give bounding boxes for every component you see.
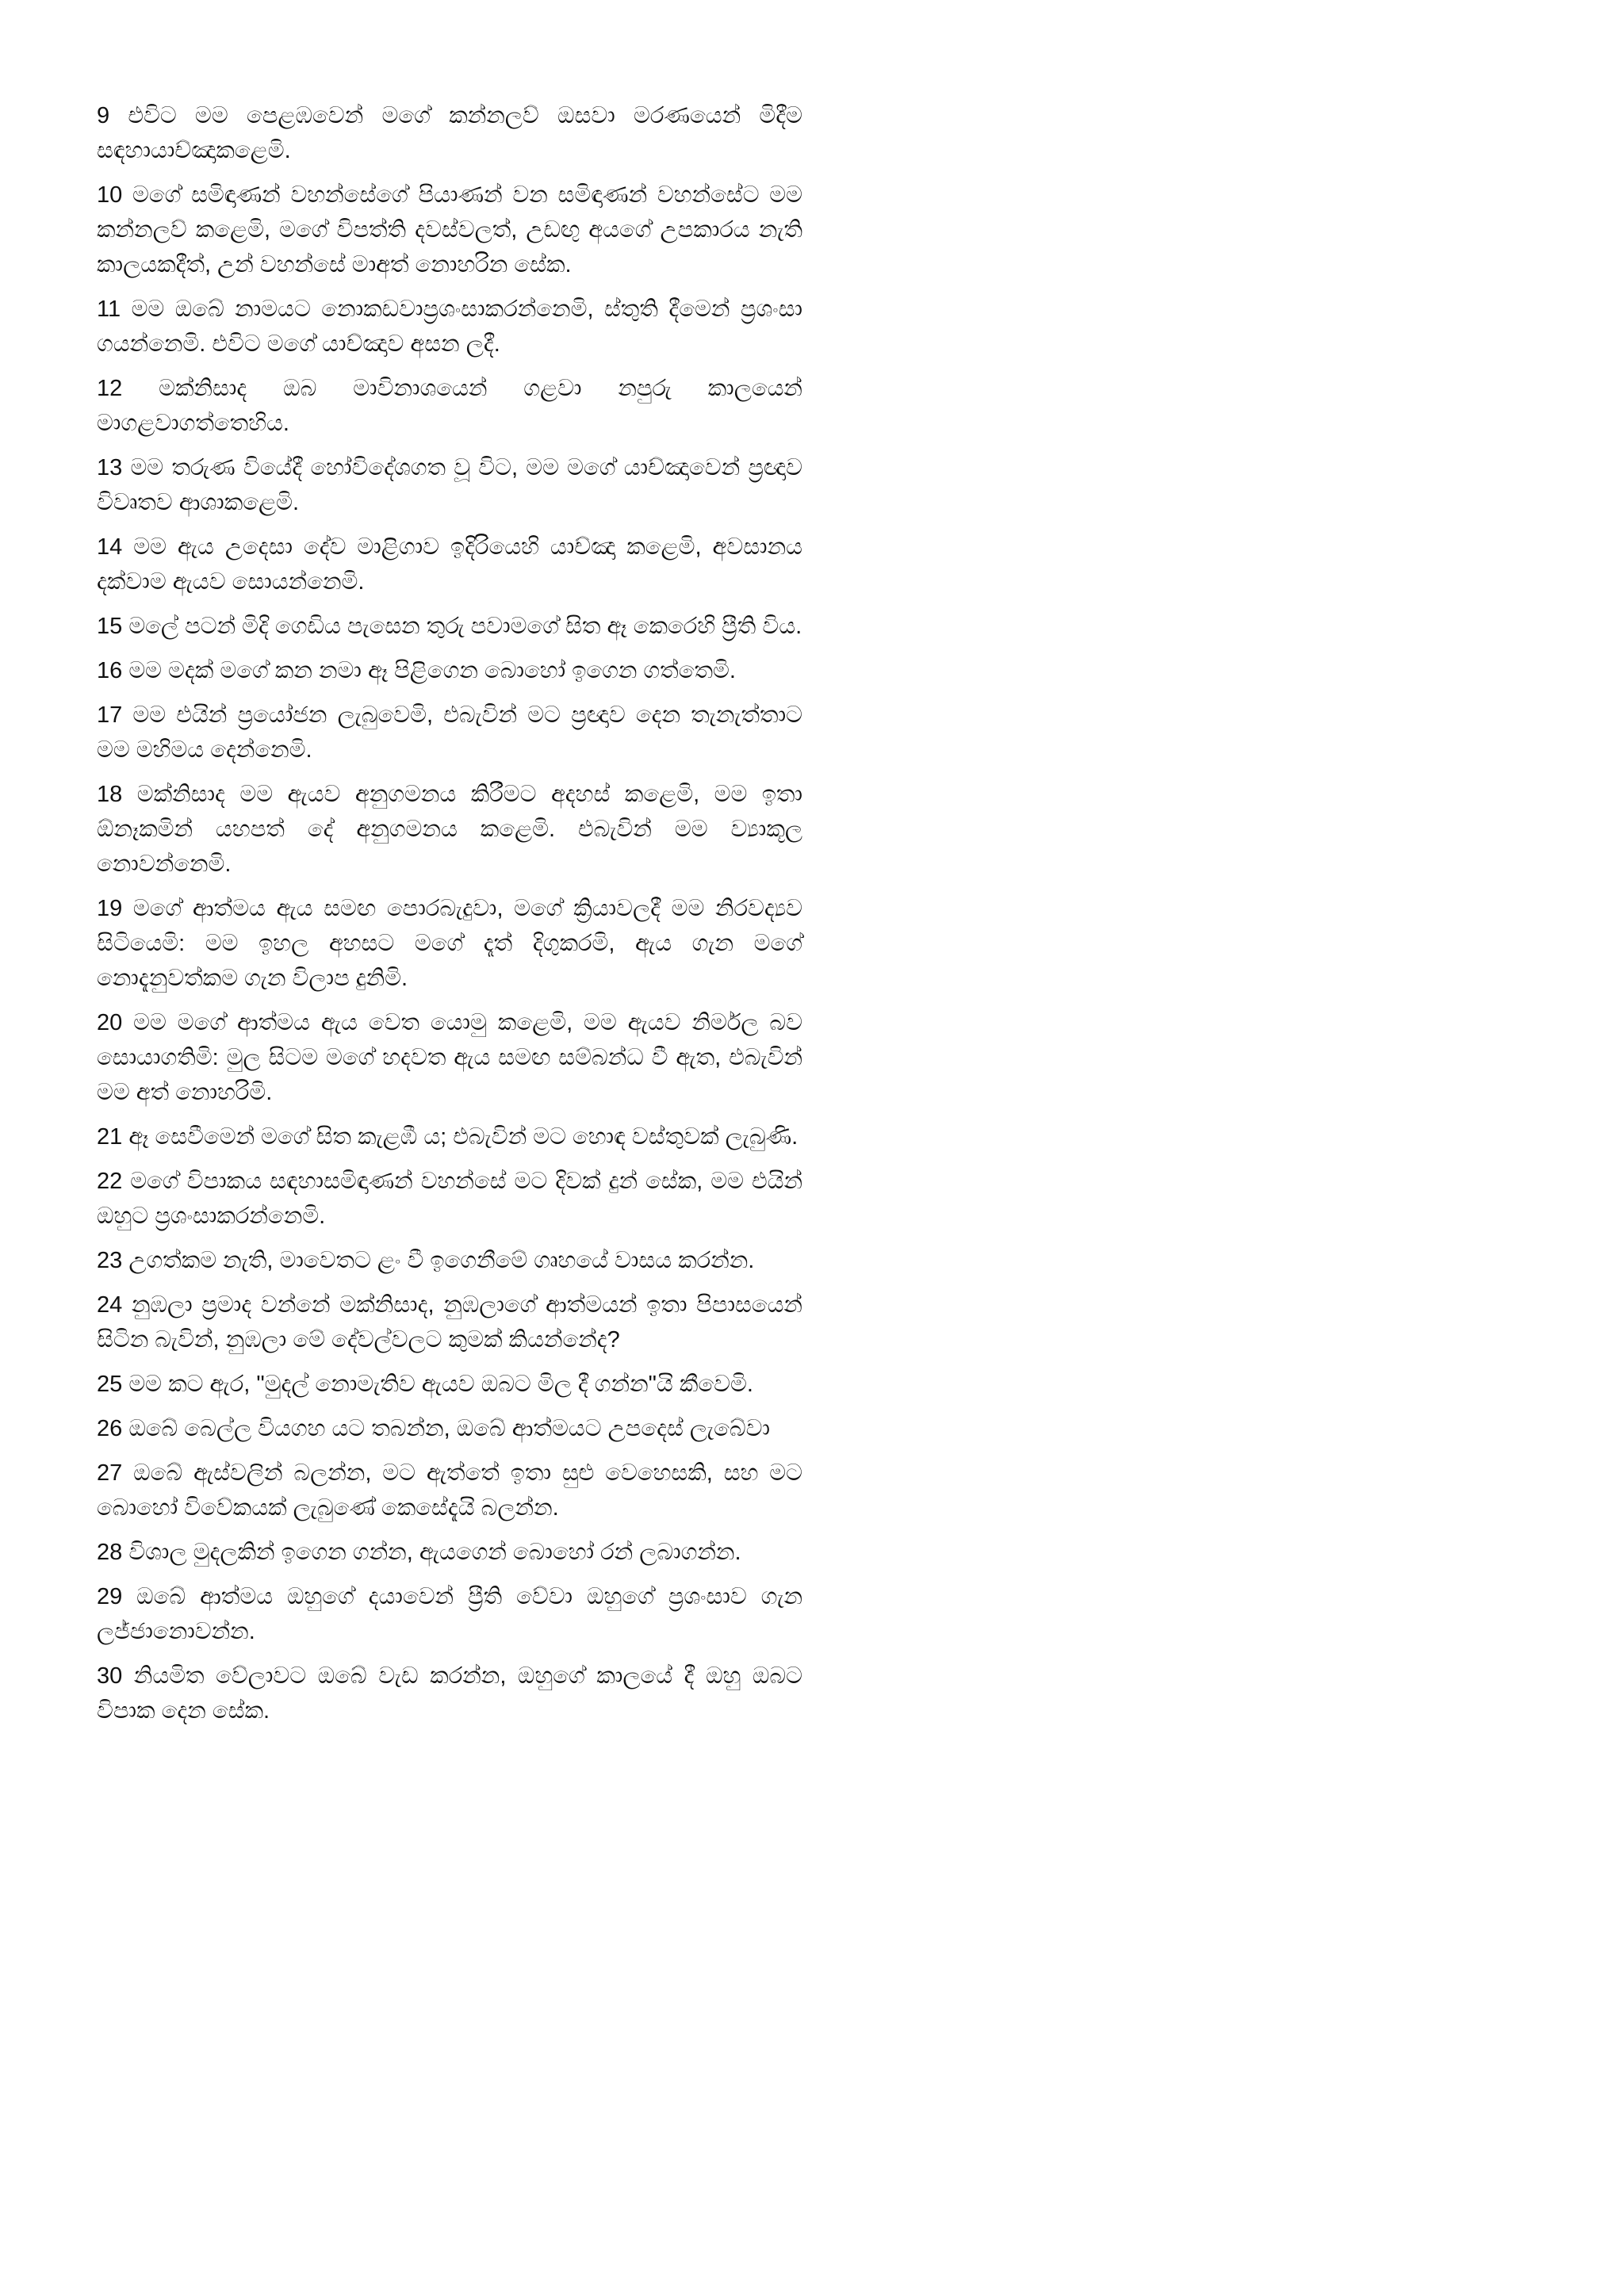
verse-14: 14 මම ඇය උදෙසා දේව මාළිගාව ඉදිරියෙහි යාච්ඤා කළෙමි, අවසානය දක්වාම ඇයව සොයන්නෙමි. — [97, 534, 802, 595]
verse-24: 24 නුඹලා ප්‍රමාද වන්නේ මක්නිසාද, නුඹලාගේ ආත්මයන් ඉතා පිපාසයෙන් සිටින බැවින්, නුඹලා මේ දේවල්වලට කුමක් කියන්නේද? — [97, 1292, 802, 1353]
verse-12: 12 මක්නිසාද ඔබ මාවිනාශයෙන් ගළවා නපුරු කාලයෙන් මාගළවාගත්තෙහිය. — [97, 376, 802, 436]
verse-10: 10 මගේ සමිඳාණන් වහන්සේගේ පියාණන් වන සමිඳාණන් වහන්සේට මම කන්නලව් කළෙමි, මගේ විපත්ති දවස්වලත්, උඩඟු අයගේ උපකාරය නැති කාලයකදීත්, උන් වහන්සේ මාඅත් නොහරින සේක. — [97, 182, 802, 277]
verse-26: 26 ඔබේ බෙල්ල වියගහ යට තබන්න, ඔබේ ආත්මයට උපදෙස් ලැබේවා — [97, 1416, 771, 1441]
verse-11: 11 මම ඔබේ නාමයට නොකඩවාප්‍රශංසාකරන්නෙමි, ස්තුති දීමෙන් ප්‍රශංසා ගයන්නෙමි. එවිට මගේ යාච්ඤාව අසන ලදී. — [97, 297, 802, 357]
verse-18: 18 මක්නිසාද මම ඇයව අනුගමනය කිරීමට අදහස් කළෙමි, මම ඉතා ඕනෑකමින් යහපත් දේ අනුගමනය කළෙමි. එබැවින් මම ව්‍යාකූල නොවන්නෙමි. — [97, 782, 802, 877]
verse-19: 19 මගේ ආත්මය ඇය සමඟ පොරබැදුවා, මගේ ක්‍රියාවලදී මම නිරවද්‍යව සිටියෙමි: මම ඉහල අහසට මගේ දෑත් දිගුකරමි, ඇය ගැන මගේ නොදැනුවත්කම ගැන විලාප දුනිමි. — [97, 896, 802, 991]
verse-list — [97, 98, 802, 1738]
verse-17: 17 මම එයින් ප්‍රයෝජන ලැබුවෙමි, එබැවින් මට ප්‍රඥාව දෙන තැනැත්තාට මම මහිමය දෙන්නෙමි. — [97, 702, 802, 763]
verse-28: 28 විශාල මුදලකින් ඉගෙන ගන්න, ඇයගෙන් බොහෝ රන් ලබාගන්න. — [97, 1540, 741, 1565]
verse-23: 23 උගත්කම නැති, මාවෙතට ළං වී ඉගෙනීමේ ගෘහයේ වාසය කරන්න. — [97, 1248, 755, 1273]
verse-25: 25 මම කට ඇර, "මුදල් නොමැතිව ඇයව ඔබට මිල දී ගන්න"යි කීවෙමි. — [97, 1372, 753, 1397]
verse-16: 16 මම මදක් මගේ කන නමා ඈ පිළිගෙන බොහෝ ඉගෙන ගත්තෙමි. — [97, 658, 736, 683]
verse-15: 15 මලේ පටන් මිදි ගෙඩිය පැසෙන තුරු පවාමගේ සිත ඈ කෙරෙහි ප්‍රීති විය. — [97, 614, 802, 639]
verse-9: 9 එවිට මම පෙළඹවෙන් මගේ කන්නලව් ඔසවා මරණයෙන් මිදීම සඳහායාච්ඤාකළෙමි. — [97, 103, 802, 163]
verse-27: 27 ඔබේ ඇස්වලින් බලන්න, මට ඇත්තේ ඉතා සුළු වෙහෙසකි, සහ මට බොහෝ විවේකයක් ලැබුණේ කෙසේදැයි බලන්න. — [97, 1460, 802, 1521]
verse-29: 29 ඔබේ ආත්මය ඔහුගේ දයාවෙන් ප්‍රීති වේවා ඔහුගේ ප්‍රශංසාව ගැන ලජ්ජානොවන්න. — [97, 1584, 802, 1644]
verse-20: 20 මම මගේ ආත්මය ඇය වෙත යොමු කළෙමි, මම ඇයව නිර්මල බව සොයාගතිමි: මුල සිටම මගේ හදවත ඇය සමඟ සම්බන්ධ වී ඇත, එබැවින් මම අත් නොහරිමි. — [97, 1010, 802, 1105]
verse-13: 13 මම තරුණ වියේදී හෝවිදේශගත වූ විට, මම මගේ යාච්ඤාවෙන් ප්‍රඥාව විවෘතව ආශාකළෙමි. — [97, 455, 802, 515]
verse-22: 22 මගේ විපාකය සඳහාසමිඳාණන් වහන්සේ මට දිවක් දුන් සේක, මම එයින් ඔහුට ප්‍රශංසාකරන්නෙමි. — [97, 1169, 802, 1229]
verse-30: 30 නියමිත වේලාවට ඔබේ වැඩ කරන්න, ඔහුගේ කාලයේ දී ඔහු ඔබට විපාක දෙන සේක. — [97, 1663, 802, 1724]
verse-21: 21 ඈ සෙවීමෙන් මගේ සිත කැළඹී ය; එබැවින් මට හොඳ වස්තුවක් ලැබුණි. — [97, 1124, 799, 1150]
